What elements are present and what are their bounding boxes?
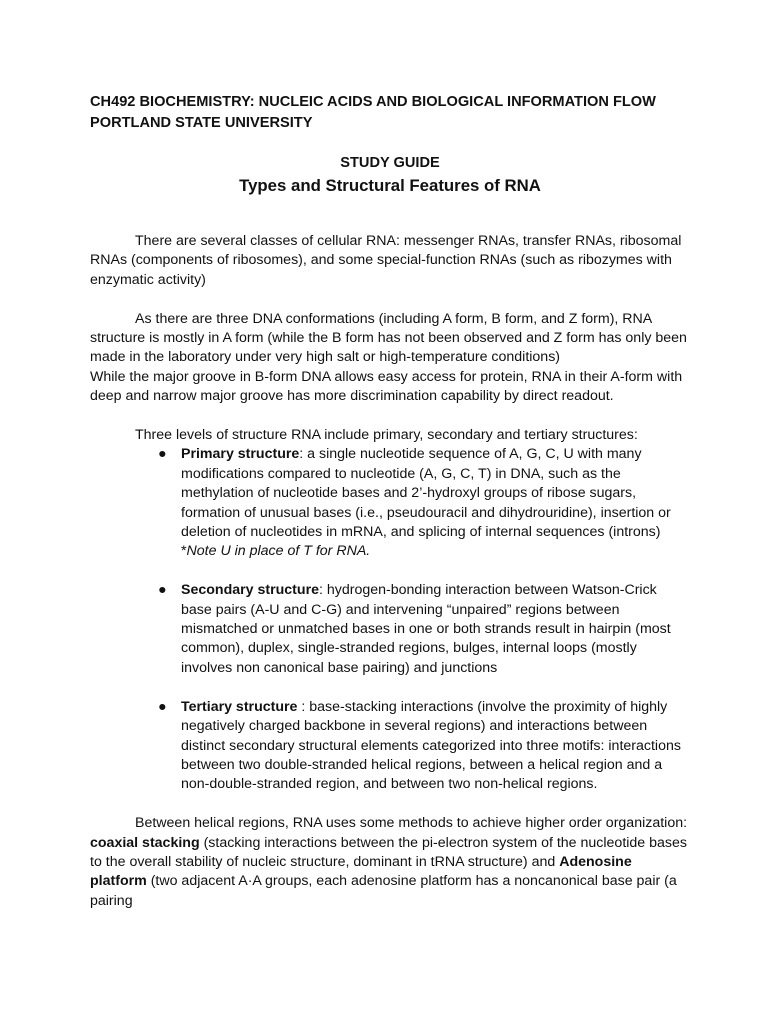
university-name: PORTLAND STATE UNIVERSITY [90, 115, 313, 131]
list-item-secondary-structure [158, 581, 690, 678]
term-coaxial-stacking: coaxial stacking [90, 834, 200, 851]
document-page [90, 92, 690, 911]
bullet-icon: ● [158, 446, 167, 463]
secondary-structure-text: : hydrogen-bonding interaction between Watson-Crick base pairs (A-U and C-G) and intervening “unpaired” regions between mismatched or unmatched bases in one or both strands result in hairpin (most common), duplex, single-stranded regions, bulges, internal loops (mostly involves non canonical base pairing) and junctions [181, 582, 671, 676]
tertiary-structure-text: : base-stacking interactions (involve the proximity of highly negatively charged backbone in several regions) and interactions between distinct secondary structural elements categorized into three motifs: interactions between two double-stranded helical regions, between a helical region and a non-double-stranded region, and between two non-helical regions. [181, 698, 681, 793]
structure-levels-list [90, 445, 690, 794]
bullet-icon: ● [158, 582, 167, 599]
list-item-tertiary-structure [158, 698, 690, 795]
note-star: * [181, 543, 187, 560]
page-title: Types and Structural Features of RNA [239, 176, 541, 195]
conformation-paragraph: As there are three DNA conformations (including A form, B form, and Z form), RNA structure is mostly in A form (while the B form has not been observed and Z form has only been made in the laboratory under very high salt or high-temperature conditions) [90, 310, 687, 366]
course-title: CH492 BIOCHEMISTRY: NUCLEIC ACIDS AND BIOLOGICAL INFORMATION FLOW [90, 94, 656, 110]
term-secondary-structure: Secondary structure [181, 582, 319, 599]
study-guide-label: STUDY GUIDE [340, 155, 440, 171]
levels-intro: Three levels of structure RNA include primary, secondary and tertiary structures: [135, 427, 638, 444]
term-tertiary-structure: Tertiary structure [181, 698, 298, 715]
bullet-icon: ● [158, 698, 167, 715]
rna-note: Note U in place of T for RNA. [186, 543, 371, 560]
intro-paragraph: There are several classes of cellular RNA: messenger RNAs, transfer RNAs, ribosomal RNAs (components of ribosomes), and some special-function RNAs (such as ribozymes with enzymatic activity) [90, 233, 682, 288]
helical-regions-paragraph [90, 814, 690, 911]
term-adenosine-platform: Adenosine platform [90, 853, 632, 890]
helical-text-part2: (stacking interactions between the pi-electron system of the nucleotide bases to the overall stability of nucleic structure, dominant in tRNA structure) and [90, 834, 687, 870]
helical-text-part3: (two adjacent A·A groups, each adenosine platform has a noncanonical base pair (a pairing [90, 873, 677, 909]
helical-text-part1: Between helical regions, RNA uses some methods to achieve higher order organization: [135, 815, 688, 832]
list-item-primary-structure [158, 445, 690, 561]
term-primary-structure: Primary structure [181, 446, 300, 463]
primary-structure-text: : a single nucleotide sequence of A, G, C, U with many modifications compared to nucleotide (A, G, C, T) in DNA, such as the methylation of nucleotide bases and 2’-hydroxyl groups of ribose sugars, formation of unusual bases (i.e., pseudouracil and dihydrouridine), insertion or deletion of nucleotides in mRNA, and splicing of internal sequences (introns) [181, 446, 671, 541]
groove-paragraph: While the major groove in B-form DNA allows easy access for protein, RNA in their A-form with deep and narrow major groove has more discrimination capability by direct readout. [90, 368, 683, 405]
